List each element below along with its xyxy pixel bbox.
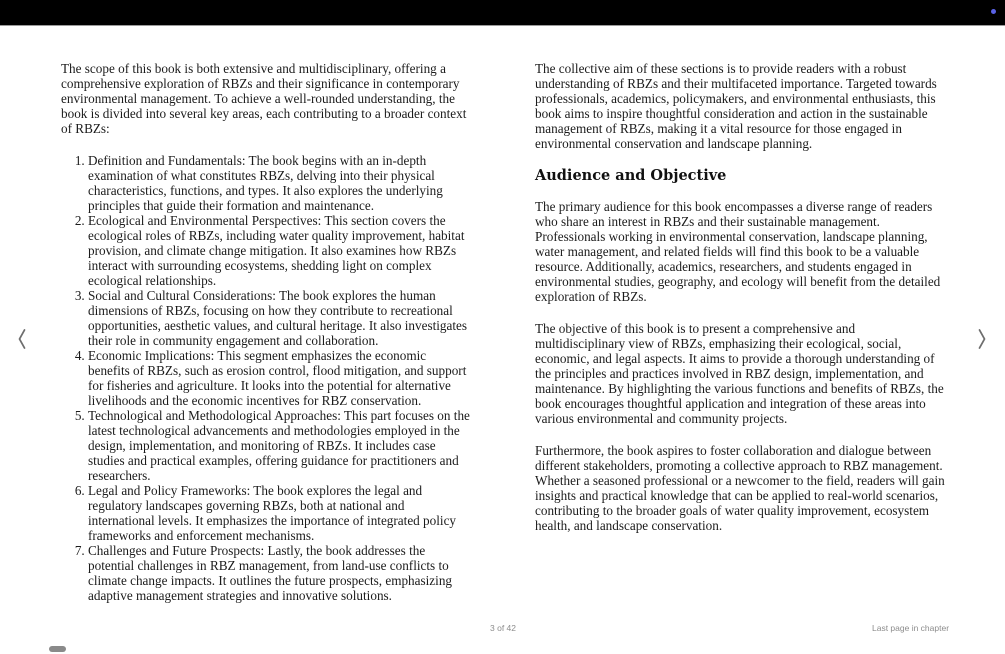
list-item: 6. Legal and Policy Frameworks: The book explores the legal and regulatory landscapes governing RBZs, both at national and international levels. It emphasizes the importance of integrated policy frameworks and enforcement mechanisms. <box>88 483 471 543</box>
chapter-status: Last page in chapter <box>872 623 950 633</box>
objective-paragraph: The objective of this book is to present a comprehensive and multidisciplinary view of RBZs, emphasizing their ecological, social, economic, and legal aspects. It aims to provide a thorough understanding of the principles and practices involved in RBZ design, implementation, and maintenance. By highlighting the various functions and benefits of RBZs, the book encourages thoughtful application and integration of these areas into various environmental and community projects. <box>535 321 944 426</box>
section-heading: Audience and Objective <box>535 167 727 184</box>
top-bar <box>0 0 1005 26</box>
chevron-left-icon <box>17 328 27 350</box>
next-page-button[interactable] <box>972 324 992 354</box>
left-page <box>61 61 471 603</box>
list-item: 7. Challenges and Future Prospects: Lastly, the book addresses the potential challenges in RBZ management, from land-use conflicts to climate change impacts. It outlines the future prospects, emphasizing adaptive management strategies and innovative solutions. <box>88 543 471 603</box>
list-item: 1. Definition and Fundamentals: The book begins with an in-depth examination of what constitutes RBZs, delving into their physical characteristics, functions, and types. It also explores the underlying principles that guide their formation and maintenance. <box>88 153 471 213</box>
list-item: 2. Ecological and Environmental Perspectives: This section covers the ecological roles of RBZs, including water quality improvement, habitat provision, and climate change mitigation. It also examines how RBZs interact with surrounding ecosystems, shedding light on complex ecological relationships. <box>88 213 471 288</box>
previous-page-button[interactable] <box>12 324 32 354</box>
list-item: 3. Social and Cultural Considerations: The book explores the human dimensions of RBZs, focusing on how they contribute to recreational opportunities, aesthetic values, and cultural heritage. It also investigates their role in community engagement and collaboration. <box>88 288 471 348</box>
sections-list <box>61 153 471 603</box>
collective-aim-paragraph: The collective aim of these sections is to provide readers with a robust understanding of RBZs and their multifaceted importance. Targeted towards professionals, academics, policymakers, and environmental enthusiasts, this book aims to inspire thoughtful consideration and action in the sustainable management of RBZs, making it a vital resource for those engaged in environmental conservation and landscape planning. <box>535 61 937 151</box>
page-indicator: 3 of 42 <box>490 623 516 633</box>
status-indicator-dot <box>991 9 996 14</box>
list-item: 5. Technological and Methodological Approaches: This part focuses on the latest technological advancements and methodologies employed in the design, implementation, and monitoring of RBZs. It includes case studies and practical examples, offering guidance for practitioners and researchers. <box>88 408 471 483</box>
list-item: 4. Economic Implications: This segment emphasizes the economic benefits of RBZs, such as erosion control, flood mitigation, and support for fisheries and agriculture. It looks into the potential for alternative livelihoods and the economic incentives for RBZ conservation. <box>88 348 471 408</box>
scroll-handle[interactable] <box>49 646 66 652</box>
collaboration-paragraph: Furthermore, the book aspires to foster collaboration and dialogue between different stakeholders, promoting a collective approach to RBZ management. Whether a seasoned professional or a newcomer to the field, readers will gain insights and practical knowledge that can be applied to real-world scenarios, contributing to the broader goals of water quality improvement, ecosystem health, and landscape conservation. <box>535 443 945 533</box>
chevron-right-icon <box>977 328 987 350</box>
audience-paragraph: The primary audience for this book encompasses a diverse range of readers who share an interest in RBZs and their sustainable management. Professionals working in environmental conservation, landscape planning, water management, and related fields will find this book to be a valuable resource. Additionally, academics, researchers, and students engaged in environmental studies, geography, and ecology will benefit from the detailed exploration of RBZs. <box>535 199 941 304</box>
intro-paragraph: The scope of this book is both extensive and multidisciplinary, offering a comprehensive exploration of RBZs and their significance in contemporary environmental management. To achieve a well-rounded understanding, the book is divided into several key areas, each contributing to a broader context of RBZs: <box>61 61 467 136</box>
right-page <box>535 61 945 533</box>
